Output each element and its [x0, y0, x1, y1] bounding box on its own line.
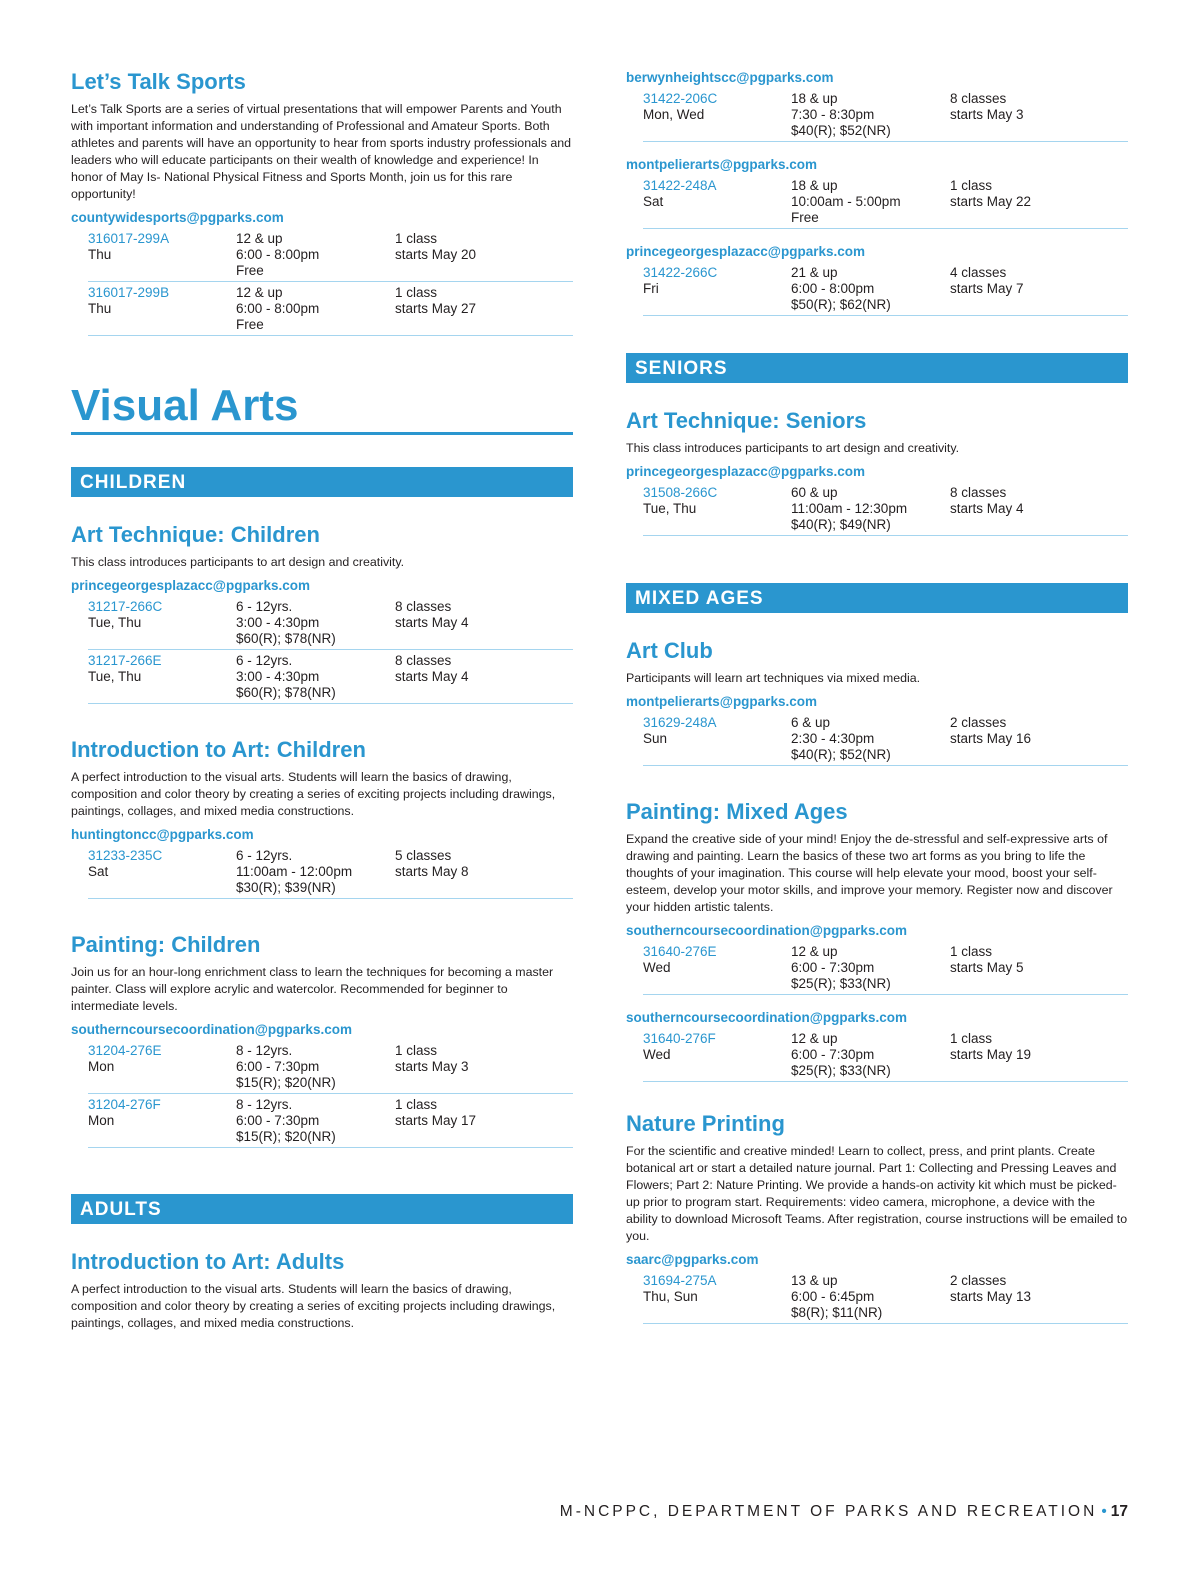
class-count: 1 class — [950, 178, 993, 193]
class-count: 8 classes — [395, 653, 452, 668]
class-row — [88, 847, 573, 899]
class-code-link[interactable]: 31640-276E — [643, 944, 717, 959]
class-days: Mon, Wed — [643, 107, 705, 122]
contact-email-link[interactable]: huntingtoncc@pgparks.com — [71, 827, 254, 842]
section-description: Participants will learn art techniques via mixed media. — [626, 671, 921, 685]
section-description: Join us for an hour-long enrichment class to learn the techniques for becoming a master painter. Class will explore acrylic and watercolor. Recommended for beginner to intermediate levels. — [71, 965, 554, 1013]
class-start: starts May 13 — [950, 1289, 1032, 1304]
class-start: starts May 16 — [950, 731, 1032, 746]
class-count: 4 classes — [950, 265, 1007, 280]
bullet-icon: • — [1101, 1503, 1107, 1520]
class-fee: $15(R); $20(NR) — [236, 1075, 336, 1090]
section-lets-talk-sports — [71, 68, 573, 336]
class-days: Sat — [643, 194, 664, 209]
class-count: 1 class — [395, 231, 438, 246]
class-fee: $60(R); $78(NR) — [236, 685, 336, 700]
class-time: 6:00 - 7:30pm — [791, 960, 875, 975]
contact-email-link[interactable]: saarc@pgparks.com — [626, 1252, 759, 1267]
contact-email-link[interactable]: southerncoursecoordination@pgparks.com — [626, 1010, 907, 1025]
class-code-link[interactable]: 31422-206C — [643, 91, 718, 106]
class-code-link[interactable]: 31640-276F — [643, 1031, 716, 1046]
class-count: 1 class — [395, 285, 438, 300]
class-code-link[interactable]: 31204-276F — [88, 1097, 161, 1112]
section-title: Introduction to Art: Adults — [71, 1249, 345, 1274]
class-start: starts May 5 — [950, 960, 1024, 975]
class-code-link[interactable]: 31508-266C — [643, 485, 718, 500]
class-start: starts May 8 — [395, 864, 469, 879]
section-description: A perfect introduction to the visual arts. Students will learn the basics of drawing, composition and color theory by creating a series of exciting projects including drawings, paintings, collages, and mixed media constructions. — [71, 1282, 556, 1330]
section-title: Painting: Mixed Ages — [626, 799, 848, 824]
class-code-link[interactable]: 31422-248A — [643, 178, 717, 193]
class-fee: $50(R); $62(NR) — [791, 297, 891, 312]
section-painting-mixed-ages — [626, 798, 1128, 1082]
class-row — [643, 90, 1128, 142]
banner-children: CHILDREN — [71, 467, 573, 497]
contact-email-link[interactable]: countywidesports@pgparks.com — [71, 210, 284, 225]
section-painting-children — [71, 931, 573, 1148]
section-title: Art Club — [626, 638, 713, 663]
class-fee: Free — [236, 317, 264, 332]
class-code-link[interactable]: 31694-275A — [643, 1273, 717, 1288]
section-art-club — [626, 637, 1128, 766]
class-days: Mon — [88, 1113, 115, 1128]
section-nature-printing — [626, 1110, 1128, 1324]
class-fee: Free — [791, 210, 819, 225]
class-count: 8 classes — [950, 485, 1007, 500]
section-title: Painting: Children — [71, 932, 261, 957]
class-time: 6:00 - 7:30pm — [236, 1059, 320, 1074]
contact-email-link[interactable]: southerncoursecoordination@pgparks.com — [71, 1022, 352, 1037]
contact-email-link[interactable]: princegeorgesplazacc@pgparks.com — [71, 578, 310, 593]
class-start: starts May 4 — [950, 501, 1024, 516]
class-start: starts May 20 — [395, 247, 477, 262]
banner-adults: ADULTS — [71, 1194, 573, 1224]
class-start: starts May 17 — [395, 1113, 477, 1128]
section-description: This class introduces participants to art design and creativity. — [626, 441, 960, 455]
class-row — [643, 1272, 1128, 1324]
class-row — [643, 177, 1128, 229]
section-title: Introduction to Art: Children — [71, 737, 366, 762]
class-days: Mon — [88, 1059, 115, 1074]
class-row — [88, 1096, 573, 1148]
class-time: 6:00 - 7:30pm — [236, 1113, 320, 1128]
class-days: Tue, Thu — [643, 501, 697, 516]
section-description: Expand the creative side of your mind! Enjoy the de-stressful and self-expressive arts of drawing and painting. Learn the basics of these two art forms as you bring to life the thoughts of your imagination. This course will help elevate your mood, boost your self-esteem, develop your motor skills, and improve your memory. Register now and discover your hidden artistic talents. — [626, 832, 1113, 914]
section-title: Art Technique: Seniors — [626, 408, 867, 433]
class-fee: $15(R); $20(NR) — [236, 1129, 336, 1144]
class-start: starts May 4 — [395, 669, 469, 684]
section-art-technique-children — [71, 521, 573, 704]
class-age: 21 & up — [791, 265, 838, 280]
class-code-link[interactable]: 31217-266E — [88, 653, 162, 668]
contact-email-link[interactable]: princegeorgesplazacc@pgparks.com — [626, 244, 865, 259]
section-intro-art-children — [71, 736, 573, 899]
class-time: 11:00am - 12:30pm — [791, 501, 908, 516]
class-code-link[interactable]: 31217-266C — [88, 599, 163, 614]
class-row — [88, 652, 573, 704]
class-fee: $25(R); $33(NR) — [791, 976, 891, 991]
class-fee: $30(R); $39(NR) — [236, 880, 336, 895]
class-days: Thu — [88, 301, 112, 316]
class-time: 6:00 - 7:30pm — [791, 1047, 875, 1062]
contact-email-link[interactable]: princegeorgesplazacc@pgparks.com — [626, 464, 865, 479]
class-fee: Free — [236, 263, 264, 278]
class-fee: $40(R); $52(NR) — [791, 123, 891, 138]
class-count: 8 classes — [950, 91, 1007, 106]
class-start: starts May 3 — [395, 1059, 469, 1074]
section-description: A perfect introduction to the visual arts. Students will learn the basics of drawing, composition and color theory by creating a series of exciting projects including drawings, paintings, collages, and mixed media constructions. — [71, 770, 556, 818]
section-description: For the scientific and creative minded! Learn to collect, press, and print plants. Create botanical art or start a detailed nature journal. Part 1: Collecting and Pressing Leaves and Flowers; Part 2: Nature Printing. We provide a hands-on activity kit which must be picked-up prior to program start. Requirements: video camera, microphone, a device with the ability to download Microsoft Teams. After registration, course instructions will be emailed to you. — [626, 1144, 1128, 1243]
section-description: This class introduces participants to art design and creativity. — [71, 555, 405, 569]
class-count: 1 class — [395, 1043, 438, 1058]
class-days: Sun — [643, 731, 668, 746]
page-title-visual-arts: Visual Arts — [71, 382, 573, 435]
class-days: Wed — [643, 1047, 671, 1062]
class-age: 12 & up — [791, 1031, 838, 1046]
class-start: starts May 4 — [395, 615, 469, 630]
section-intro-art-adults — [71, 1248, 573, 1338]
class-time: 6:00 - 8:00pm — [236, 301, 320, 316]
section-art-technique-seniors — [626, 407, 1128, 536]
contact-email-link[interactable]: montpelierarts@pgparks.com — [626, 157, 817, 172]
class-start: starts May 7 — [950, 281, 1024, 296]
class-code-link[interactable]: 316017-299A — [88, 231, 170, 246]
class-age: 12 & up — [236, 231, 283, 246]
contact-email-link[interactable]: montpelierarts@pgparks.com — [626, 694, 817, 709]
class-days: Sat — [88, 864, 109, 879]
class-fee: $8(R); $11(NR) — [791, 1305, 883, 1320]
class-time: 10:00am - 5:00pm — [791, 194, 901, 209]
section-title: Let’s Talk Sports — [71, 69, 246, 94]
class-days: Tue, Thu — [88, 669, 142, 684]
class-age: 8 - 12yrs. — [236, 1097, 293, 1112]
class-count: 5 classes — [395, 848, 452, 863]
class-days: Wed — [643, 960, 671, 975]
class-time: 7:30 - 8:30pm — [791, 107, 875, 122]
class-start: starts May 3 — [950, 107, 1024, 122]
class-code-link[interactable]: 31233-235C — [88, 848, 163, 863]
banner-mixed-ages: MIXED AGES — [626, 583, 1128, 613]
class-time: 2:30 - 4:30pm — [791, 731, 875, 746]
class-age: 8 - 12yrs. — [236, 1043, 293, 1058]
class-count: 1 class — [395, 1097, 438, 1112]
class-time: 11:00am - 12:00pm — [236, 864, 353, 879]
class-code-link[interactable]: 31629-248A — [643, 715, 717, 730]
class-start: starts May 22 — [950, 194, 1032, 209]
class-age: 60 & up — [791, 485, 838, 500]
class-row — [88, 230, 573, 282]
class-time: 6:00 - 6:45pm — [791, 1289, 875, 1304]
class-days: Thu, Sun — [643, 1289, 698, 1304]
class-count: 1 class — [950, 944, 993, 959]
class-age: 6 - 12yrs. — [236, 653, 293, 668]
adult-sessions — [626, 69, 1128, 316]
class-code-link[interactable]: 31422-266C — [643, 265, 718, 280]
class-time: 6:00 - 8:00pm — [236, 247, 320, 262]
class-age: 6 - 12yrs. — [236, 848, 293, 863]
class-row — [643, 943, 1128, 995]
class-fee: $40(R); $52(NR) — [791, 747, 891, 762]
class-count: 2 classes — [950, 715, 1007, 730]
class-age: 18 & up — [791, 91, 838, 106]
page-number: 17 — [1110, 1503, 1128, 1520]
class-count: 1 class — [950, 1031, 993, 1046]
class-start: starts May 27 — [395, 301, 477, 316]
section-title: Nature Printing — [626, 1111, 785, 1136]
class-row — [643, 714, 1128, 766]
class-age: 13 & up — [791, 1273, 838, 1288]
class-count: 2 classes — [950, 1273, 1007, 1288]
class-row — [643, 484, 1128, 536]
section-title: Art Technique: Children — [71, 522, 320, 547]
class-row — [88, 1042, 573, 1094]
class-time: 3:00 - 4:30pm — [236, 615, 320, 630]
class-age: 12 & up — [236, 285, 283, 300]
class-fee: $40(R); $49(NR) — [791, 517, 891, 532]
class-age: 6 - 12yrs. — [236, 599, 293, 614]
class-fee: $60(R); $78(NR) — [236, 631, 336, 646]
page-footer — [560, 1503, 1128, 1521]
class-age: 12 & up — [791, 944, 838, 959]
contact-email-link[interactable]: berwynheightscc@pgparks.com — [626, 70, 834, 85]
class-time: 6:00 - 8:00pm — [791, 281, 875, 296]
class-days: Fri — [643, 281, 659, 296]
class-row — [643, 1030, 1128, 1082]
class-time: 3:00 - 4:30pm — [236, 669, 320, 684]
class-row — [88, 284, 573, 336]
class-age: 6 & up — [791, 715, 831, 730]
class-count: 8 classes — [395, 599, 452, 614]
class-age: 18 & up — [791, 178, 838, 193]
class-days: Tue, Thu — [88, 615, 142, 630]
section-description: Let’s Talk Sports are a series of virtual presentations that will empower Parents and Youth with important information and understanding of Professional and Amateur Sports. Both athletes and parents will have an opportunity to hear from sports industry professionals and leaders who will educate participants on their wealth of knowledge and experience! In honor of May Is- National Physical Fitness and Sports Month, join us for this rare opportunity! — [71, 102, 572, 201]
class-start: starts May 19 — [950, 1047, 1032, 1062]
class-code-link[interactable]: 31204-276E — [88, 1043, 162, 1058]
class-code-link[interactable]: 316017-299B — [88, 285, 170, 300]
contact-email-link[interactable]: southerncoursecoordination@pgparks.com — [626, 923, 907, 938]
banner-seniors: SENIORS — [626, 353, 1128, 383]
class-days: Thu — [88, 247, 112, 262]
class-row — [643, 264, 1128, 316]
class-row — [88, 598, 573, 650]
footer-org: M-NCPPC, DEPARTMENT OF PARKS AND RECREATION — [559, 1503, 1098, 1520]
class-fee: $25(R); $33(NR) — [791, 1063, 891, 1078]
